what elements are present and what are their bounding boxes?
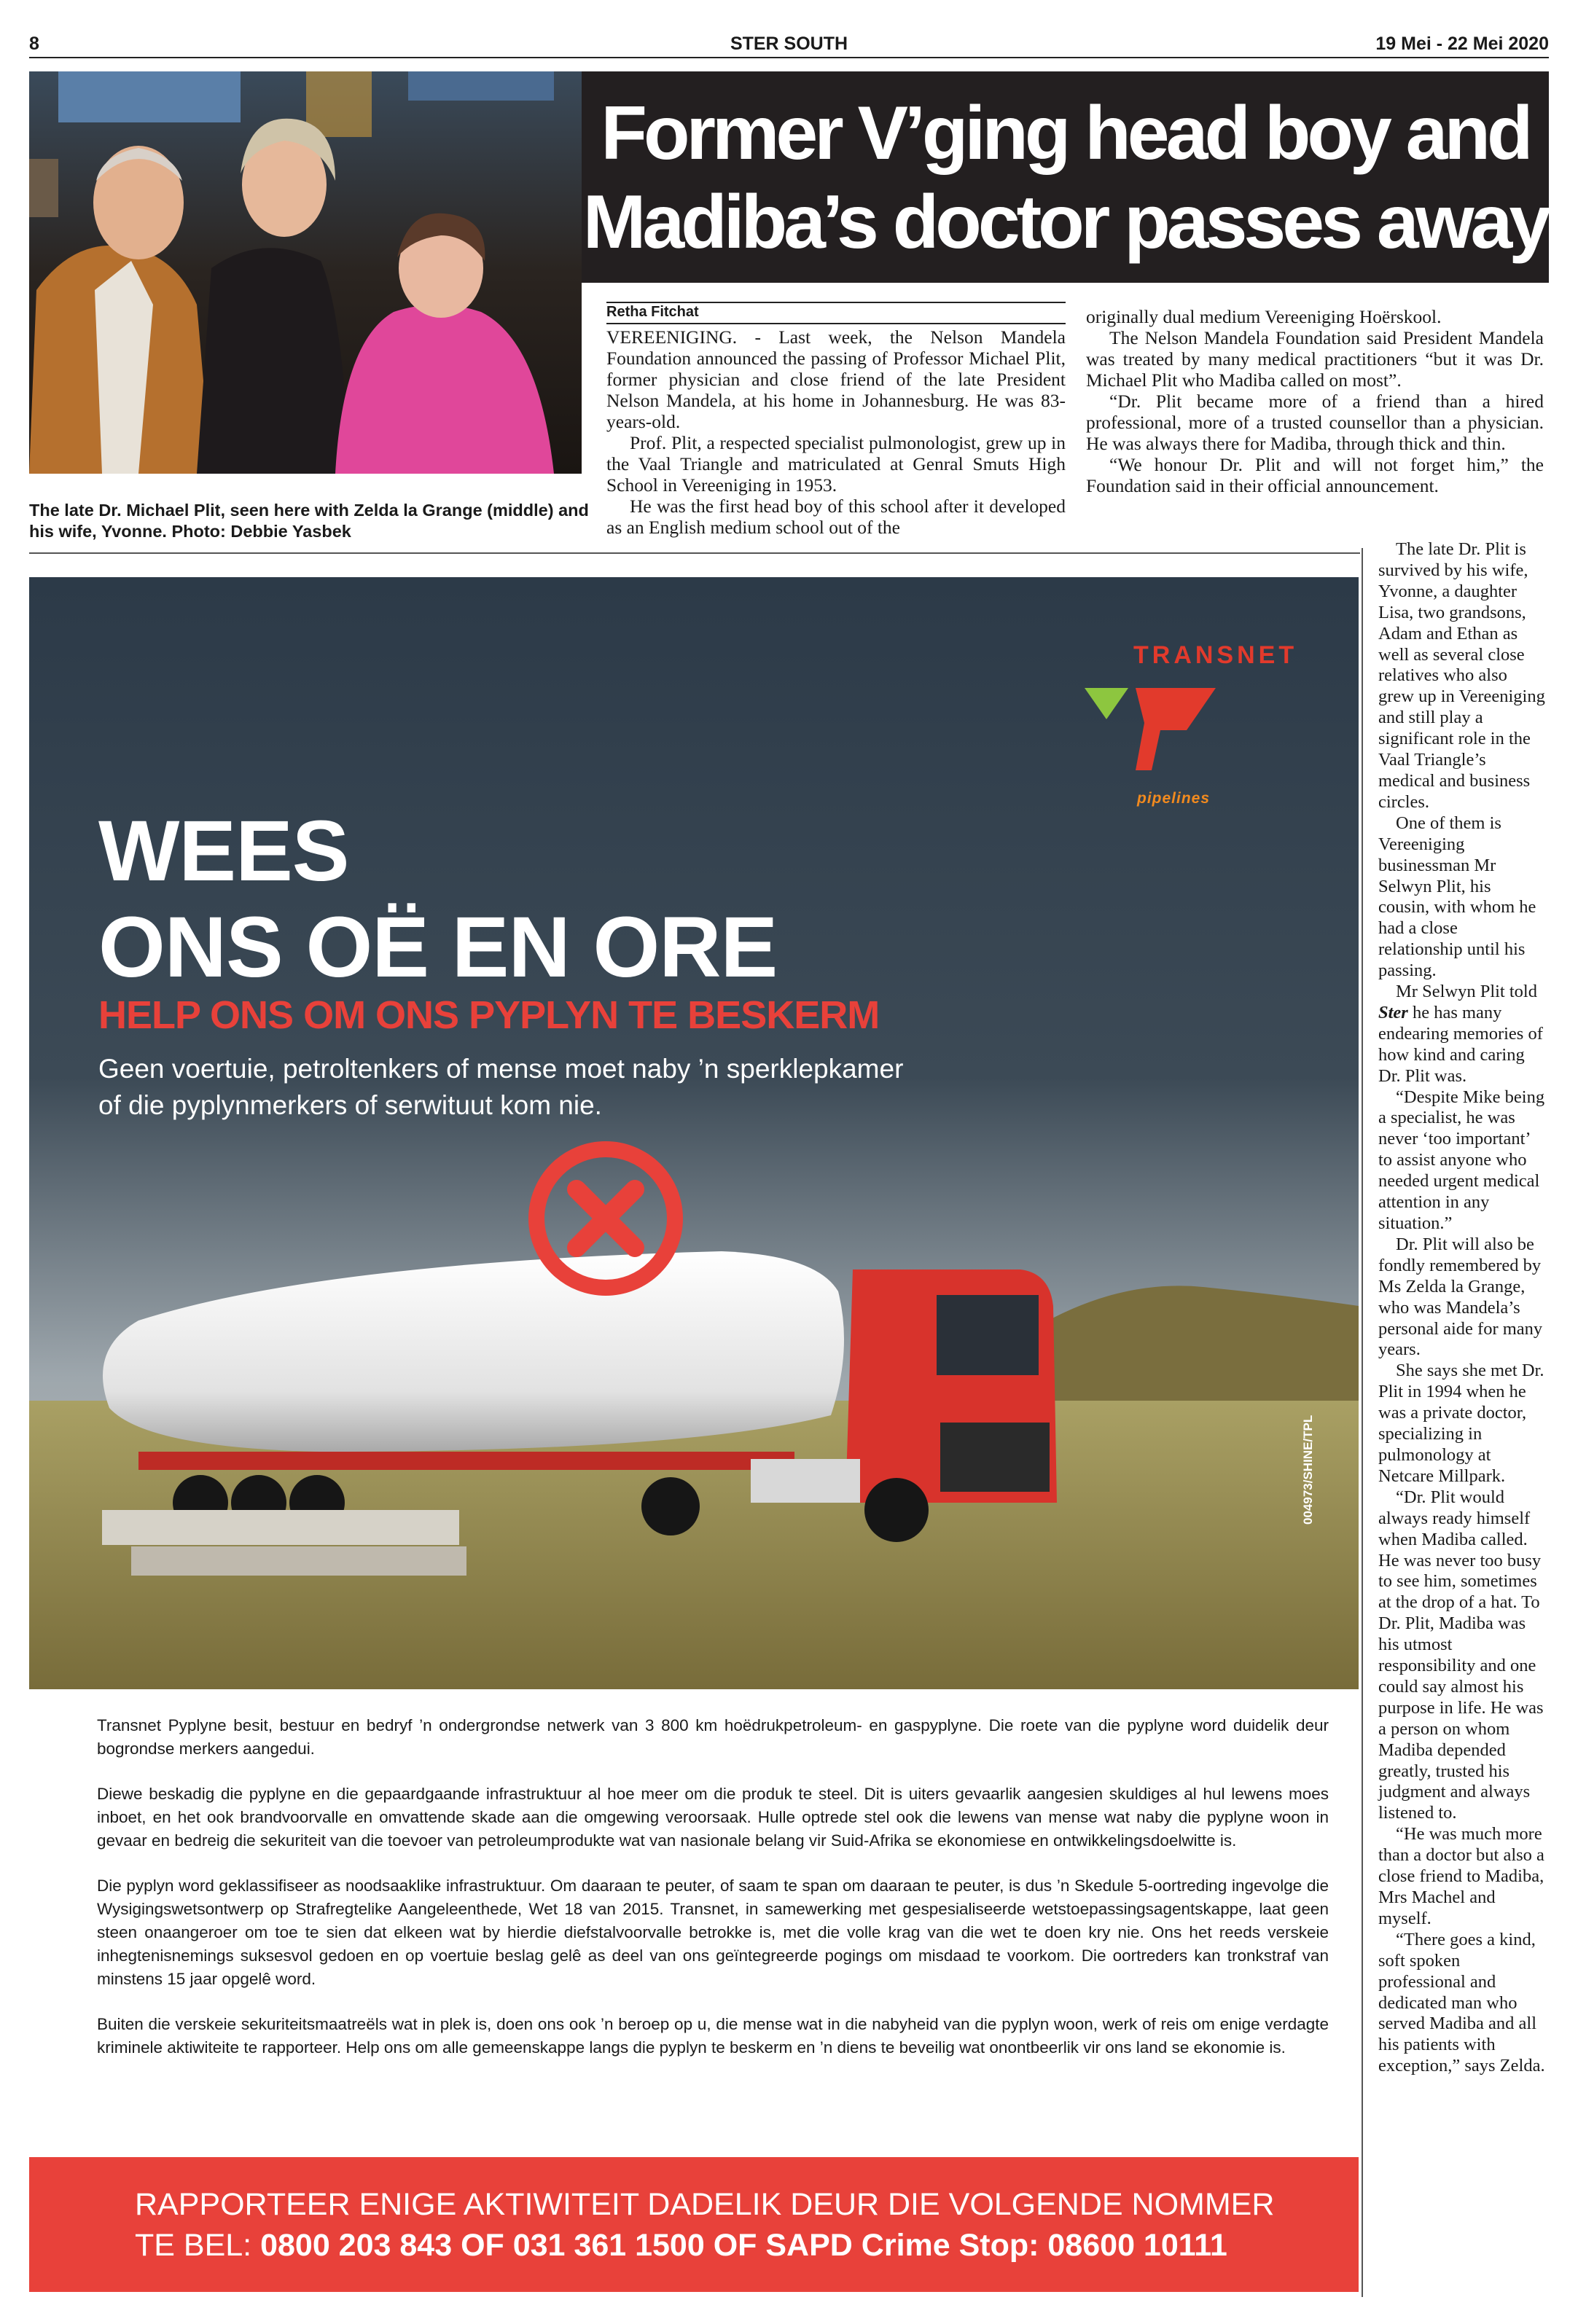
banner-prefix: TE BEL: <box>135 2228 252 2263</box>
article-paragraph: One of them is Vereeniging businessman Mr Selwyn Plit, his cousin, with whom he had a close relationship until his passing. <box>1378 813 1536 981</box>
headline-line-2: Madiba’s doctor passes away <box>582 180 1548 265</box>
article-paragraph: originally dual medium Vereeniging Hoërskool. <box>1086 306 1442 327</box>
article-photo <box>29 71 582 474</box>
article-paragraph: Prof. Plit, a respected specialist pulmonologist, grew up in the Vaal Triangle and matriculated at Genral Smuts High School in Vereeniging in 1953. <box>606 432 1066 496</box>
article-column-3 <box>1378 539 1546 2077</box>
article-paragraph: “We honour Dr. Plit and will not forget him,” the Foundation said in their official announcement. <box>1086 454 1544 496</box>
article-paragraph: He was the first head boy of this school after it developed as an English medium school out of the <box>606 496 1066 538</box>
report-banner-text <box>135 2184 1274 2266</box>
transnet-wordmark: TRANSNET <box>1133 641 1298 669</box>
advert-headline <box>98 803 777 995</box>
article-paragraph: “There goes a kind, soft spoken professional and dedicated man who served Madiba and all his patients with exception,” says Zelda. <box>1378 1929 1545 2076</box>
advert-paragraph: Die pyplyn word geklassifiseer as noodsaaklike infrastruktuur. Om daaraan te peuter, of saam te span om daaraan te peuter, is dus ’n Skedule 5-oortreding ingevolge die Wysigingswetsontwerp op Strafregtelike Aangeleenthede, Wet 18 van 2015. Transnet, in samewerking met gespesialiseerde wetstoepassingsagentskappe, laat geen steen onaangeroer om toe te sien dat elkeen wat by hierdie diefstalvoorvalle betrokke is, met die volle krag van die wet te doen kry nie. Ons het reeds verskeie inhegtenisnemings suksesvol gedoen en op voertuie beslag gelê as deel van ons geïntegreerde pogings om misdaad te voorkom. Die oortreders kan tronkstraf van minstens 15 jaar opgelê word. <box>97 1877 1329 1988</box>
article-paragraph: The late Dr. Plit is survived by his wife, Yvonne, a daughter Lisa, two grandsons, Adam and Ethan as well as several close relatives who also grew up in Vereeniging and still play a significant role in the Vaal Triangle’s medical and business circles. <box>1378 539 1545 812</box>
advert-headline-line-2: ONS OË EN ORE <box>98 899 778 995</box>
hotline-numbers: 0800 203 843 OF 031 361 1500 OF SAPD Crime Stop: 08600 10111 <box>260 2228 1227 2263</box>
article-paragraph: “He was much more than a doctor but also a close friend to Madiba, Mrs Machel and myself. <box>1378 1824 1544 1928</box>
masthead <box>29 34 1549 55</box>
advert-paragraph: Buiten die verskeie sekuriteitsmaatreëls wat in plek is, doen ons ook ’n beroep op u, die mense wat in die nabyheid van die pyplyn woon, werk of reis om enige verdagte kriminele aktiwiteite te rapporteer. Help ons om alle gemeenskappe langs die pyplyn te beskerm en ’n diens te beveilig wat onontbeerlik vir ons land se ekonomie is. <box>97 2015 1329 2057</box>
advert-warning <box>98 1051 903 1124</box>
page-number: 8 <box>29 34 39 54</box>
article-paragraph: She says she met Dr. Plit in 1994 when he was a private doctor, specializing in pulmonology at Netcare Millpark. <box>1378 1361 1544 1486</box>
advert-background <box>29 577 1359 1689</box>
paragraph-text: he has many endearing memories of how kind and caring Dr. Plit was. <box>1378 1002 1543 1086</box>
article-paragraph: VEREENIGING. - Last week, the Nelson Mandela Foundation announced the passing of Professor Michael Plit, former physician and close friend of the late President Nelson Mandela, at his home in Johannesburg. He was 83-years-old. <box>606 326 1066 432</box>
byline-rule-bottom <box>606 323 1066 324</box>
paragraph-text: Mr Selwyn Plit told <box>1396 982 1537 1002</box>
transnet-sub-brand: pipelines <box>1137 790 1211 807</box>
banner-line-2 <box>135 2225 1274 2266</box>
paper-name-inline: Ster <box>1378 1002 1408 1022</box>
byline-rule-top <box>606 302 1066 303</box>
article-paragraph: “Dr. Plit became more of a friend than a hired professional, more of a trusted counsellor than a physician. He was always there for Madiba, through thick and thin. <box>1086 391 1544 454</box>
advert-code: 004973/SHINE/TPL <box>1301 1415 1315 1525</box>
article-paragraph: Dr. Plit will also be fondly remembered by Ms Zelda la Grange, who was Mandela’s personal aide for many years. <box>1378 1234 1543 1360</box>
article-column-1 <box>606 326 1066 538</box>
report-banner <box>29 2157 1359 2292</box>
newspaper-name: STER SOUTH <box>730 34 848 54</box>
advert-paragraph: Transnet Pyplyne besit, bestuur en bedryf ’n ondergrondse netwerk van 3 800 km hoëdrukpetroleum- en gaspyplyne. Die roete van die pyplyne word duidelik deur bogrondse merkers aangedui. <box>97 1716 1329 1758</box>
headline-box <box>582 71 1549 283</box>
issue-date: 19 Mei - 22 Mei 2020 <box>1375 34 1549 54</box>
article-paragraph: “Despite Mike being a specialist, he was never ‘too important’ to assist anyone who needed urgent medical attention in any situation.” <box>1378 1087 1545 1233</box>
column-divider <box>1362 548 1363 2297</box>
headline-line-1: Former V’ging head boy and <box>601 91 1530 176</box>
section-divider <box>29 552 1360 554</box>
advert-warning-line-2: of die pyplynmerkers of serwituut kom nie. <box>98 1090 602 1120</box>
advert-subhead: HELP ONS OM ONS PYPLYN TE BESKERM <box>98 993 880 1037</box>
article-column-2 <box>1086 306 1544 496</box>
masthead-rule <box>29 57 1549 58</box>
byline: Retha Fitchat <box>606 304 699 320</box>
article-paragraph: “Dr. Plit would always ready himself when Madiba called. He was never too busy to see him, sometimes at the drop of a hat. To Dr. Plit, Madiba was his utmost responsibility and one could say almost his purpose in life. He was a person on whom Madiba depended greatly, trusted his judgment and always listened to. <box>1378 1487 1544 1823</box>
advert-warning-line-1: Geen voertuie, petroltenkers of mense moet naby ’n sperklepkamer <box>98 1054 904 1084</box>
advert-headline-line-1: WEES <box>98 803 349 899</box>
banner-line-1: RAPPORTEER ENIGE AKTIWITEIT DADELIK DEUR DIE VOLGENDE NOMMER <box>135 2187 1275 2222</box>
advert-body <box>97 1714 1329 2081</box>
transnet-advert <box>29 577 1359 1689</box>
article-headline <box>582 89 1549 267</box>
article-paragraph: The Nelson Mandela Foundation said President Mandela was treated by many medical practitioners “but it was Dr. Michael Plit who Madiba called on most”. <box>1086 327 1544 391</box>
article-paragraph <box>1378 982 1546 1087</box>
advert-paragraph: Diewe beskadig die pyplyne en die gepaardgaande infrastruktuur al hoe meer om die produk te steel. Dit is uiters gevaarlik aangesien skuldiges al hul lewens moes inboet, en het ook brandvoorvalle en omvattende skade aan die omgewing veroorsaak. Hulle optrede stel ook die lewens van mense wat naby die pyplyne woon in gevaar en bedreig die sekuriteit van die toevoer van petroleumprodukte wat van nasionale belang vir Suid-Afrika se ekonomiese en ontwikkelingsdoelwitte is. <box>97 1785 1329 1850</box>
photo-caption: The late Dr. Michael Plit, seen here with Zelda la Grange (middle) and his wife, Yvonne. Photo: Debbie Yasbek <box>29 501 589 541</box>
